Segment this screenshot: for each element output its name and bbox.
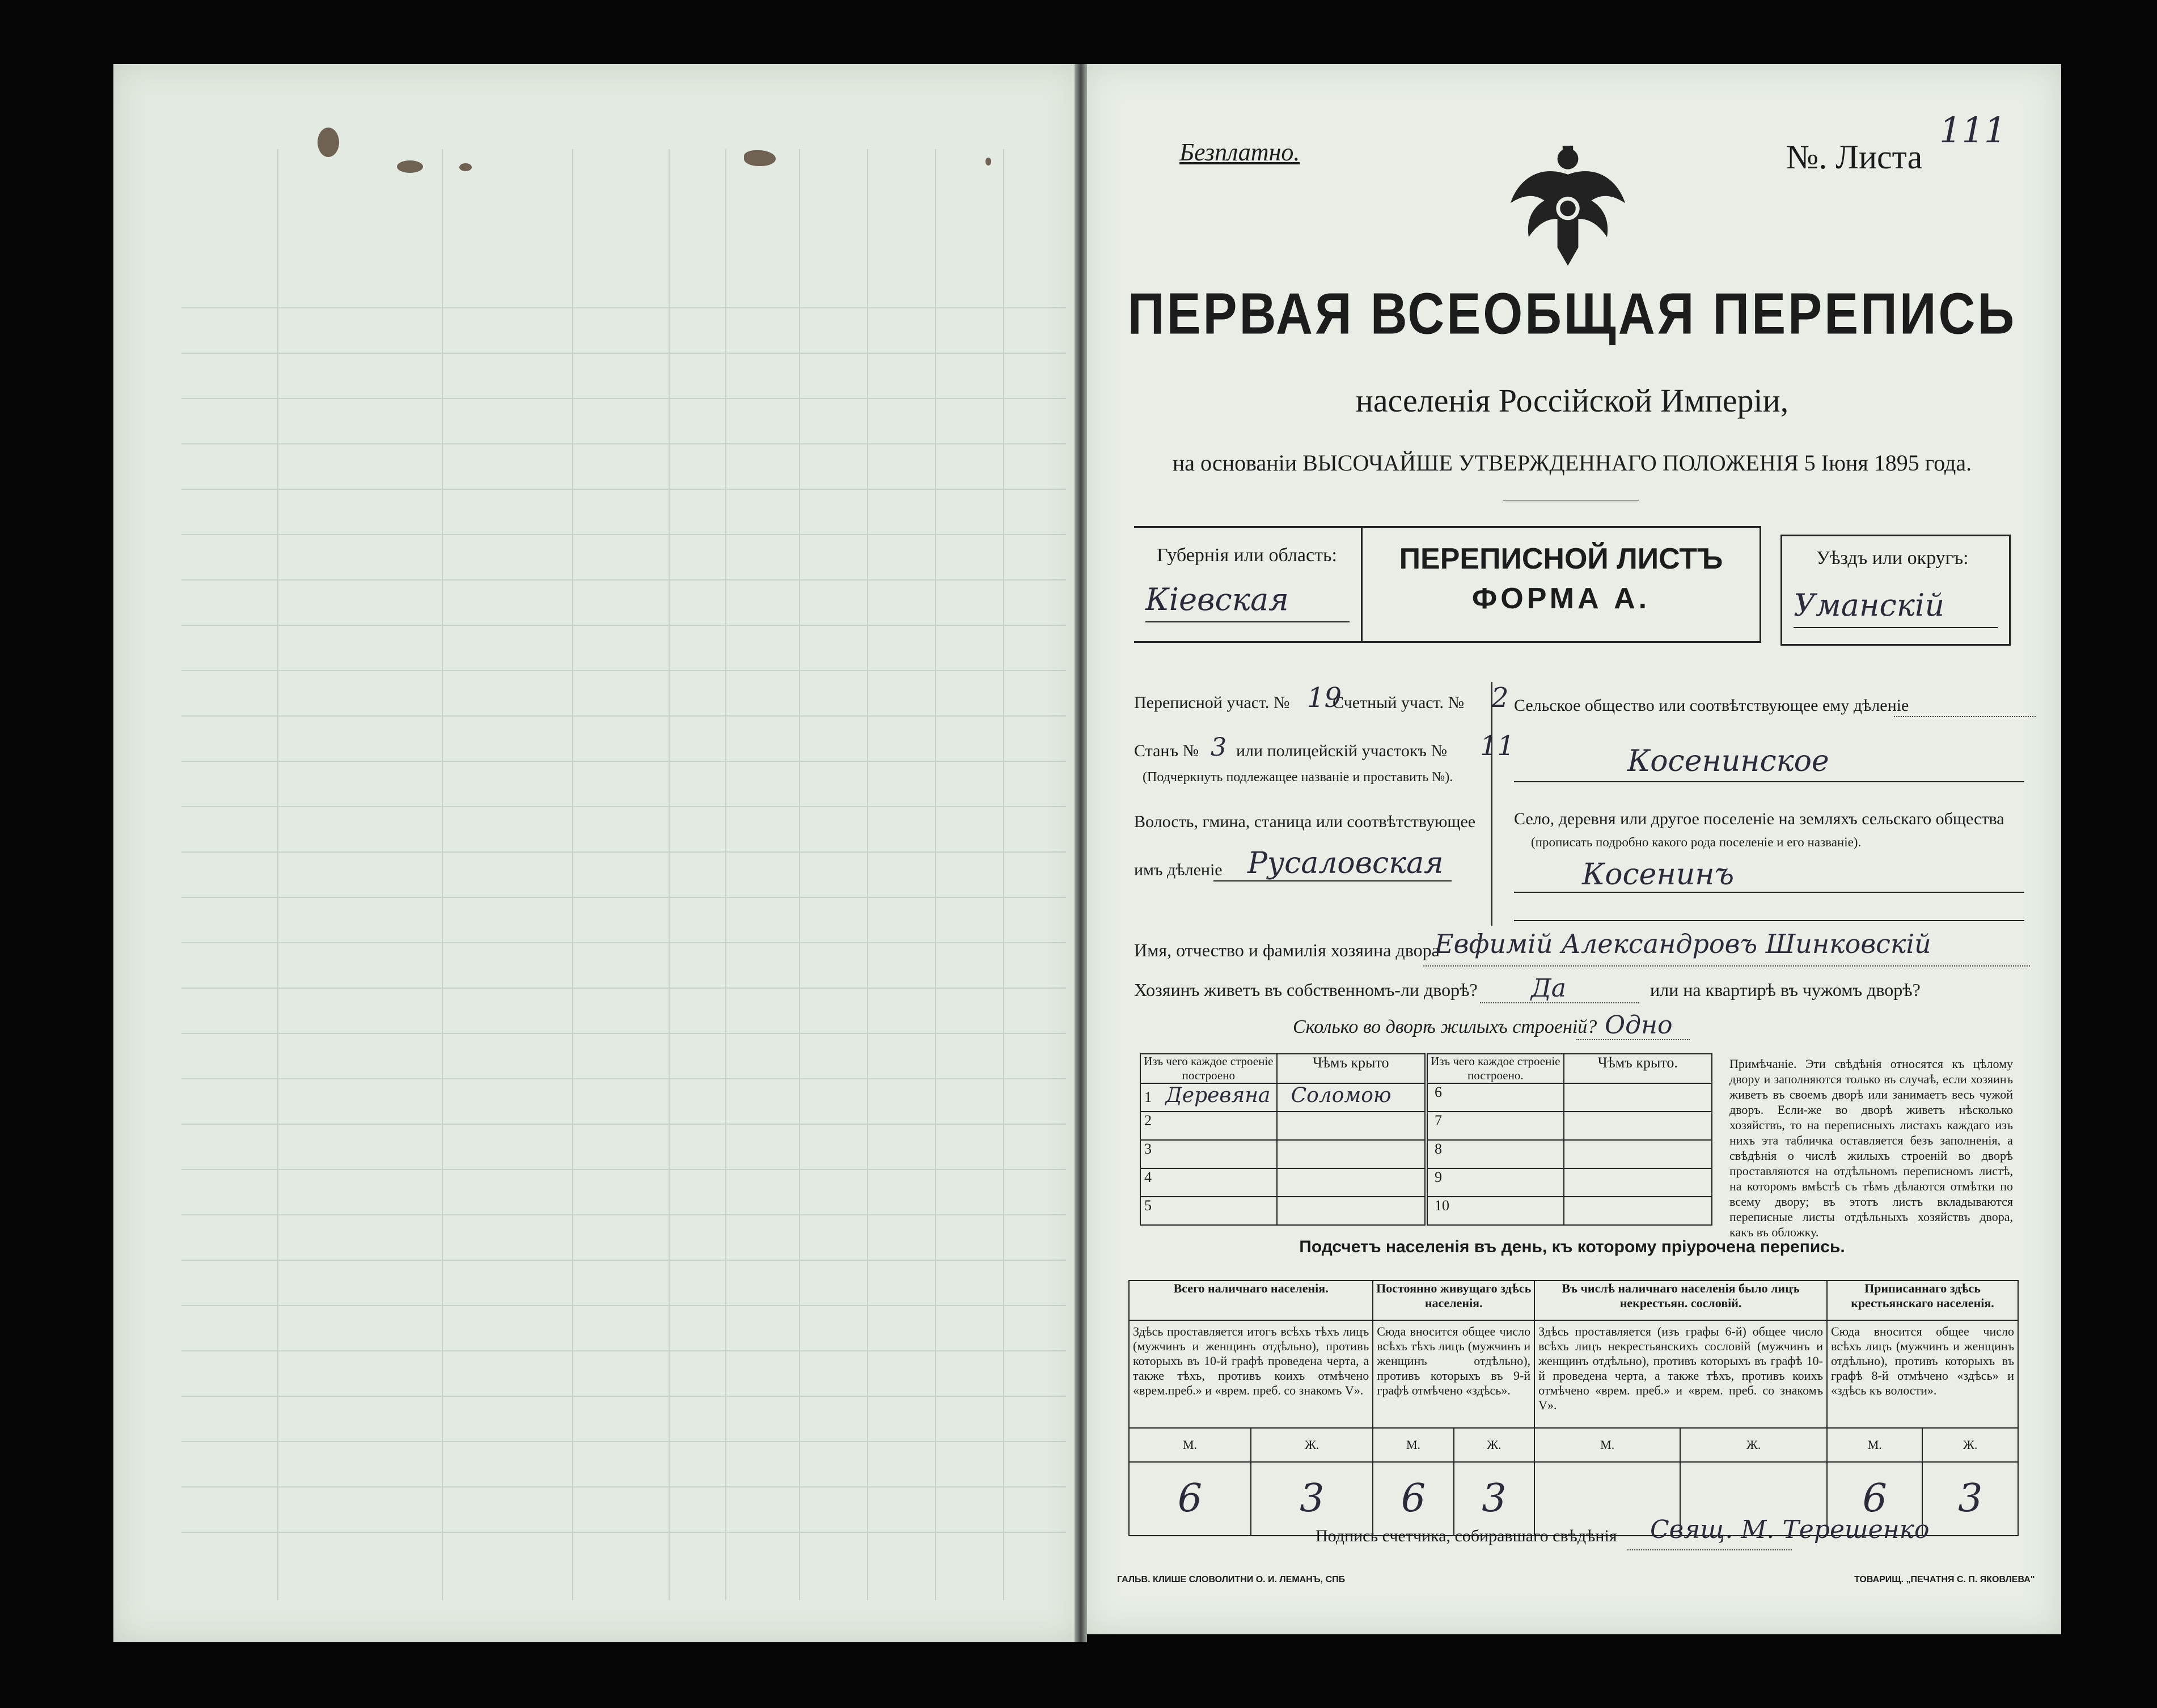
population-count-table xyxy=(1128,1280,2019,1536)
own-yard-label: Хозяинъ живетъ въ собственномъ-ли дворѣ? xyxy=(1134,980,1478,1000)
volost-label-1: Волость, гмина, станица или соотвѣтствующее xyxy=(1134,812,1476,831)
stan-label: Станъ № xyxy=(1134,741,1199,760)
note-text: Примѣчаніе. Эти свѣдѣнія относятся къ цѣлому двору и заполняются только въ случаѣ, если хозяинъ живетъ въ своемъ дворѣ или занимаетъ весь чужой дворъ. Если-же во дворѣ живетъ нѣсколько хозяйствъ, то на переписныхъ листахъ каждаго изъ нихъ эта табличка оставляется безъ заполненія, а свѣдѣнія о числѣ жилыхъ строеній во дворѣ проставляются на отдѣльномъ переписномъ листѣ, на которомъ вмѣстѣ съ тѣмъ дѣлаются отмѣтки по всему двору; въ этотъ листъ вкладываются переписные листы отдѣльныхъ хозяйствъ двора, какъ въ обложку. xyxy=(1729,1057,2013,1239)
society-value: Косенинское xyxy=(1627,744,1829,778)
buildings-label: Сколько во дворѣ жилыхъ строеній? xyxy=(1293,1016,1597,1037)
province-box xyxy=(1134,526,1363,643)
ornament-divider xyxy=(1503,501,1639,509)
sheet-number: 111 xyxy=(1939,109,2007,151)
province-value: Кіевская xyxy=(1145,582,1289,617)
ghost-grid xyxy=(181,149,1066,1600)
village-note: (прописать подробно какого рода поселеніе и его названіе). xyxy=(1531,835,1862,849)
female-count: 3 xyxy=(1454,1462,1534,1536)
form-title: ПЕРВАЯ ВСЕОБЩАЯ ПЕРЕПИСЬ xyxy=(1127,281,2017,347)
count-col-desc: Сюда вносится общее число всѣхъ лицъ (мужчинъ и женщинъ отдѣльно), противъ которыхъ въ графѣ 8-й отмѣчено «здѣсь» и «здѣсь къ волости». xyxy=(1827,1320,2018,1428)
count-area-label: Счетный участ. № xyxy=(1333,693,1465,712)
signature-value: Свящ. М. Терешенко xyxy=(1650,1515,1930,1544)
province-label: Губернія или область: xyxy=(1157,545,1337,566)
count-col-desc: Сюда вносится общее число всѣхъ тѣхъ лицъ (мужчинъ и женщинъ отдѣльно), противъ которыхъ въ 9-й графѣ отмѣчено «здѣсь». xyxy=(1373,1320,1534,1428)
buildings-col-material: Изъ чего каждое строеніе построено xyxy=(1140,1054,1277,1083)
count-col-title: Въ числѣ наличнаго населенія было лицъ некрестьян. сословій. xyxy=(1534,1281,1827,1320)
census-area-label: Переписной участ. № xyxy=(1134,693,1290,712)
count-col-desc: Здѣсь проставляется итогъ всѣхъ тѣхъ лицъ (мужчинъ и женщинъ отдѣльно), противъ которыхъ въ 10-й графѣ проведена черта, а также тѣхъ, противъ коихъ отмѣчено «врем.преб.» и «врем. преб. со знакомъ V». xyxy=(1129,1320,1373,1428)
own-yard-value: Да xyxy=(1531,974,1567,1003)
stain-3 xyxy=(459,163,472,171)
row-num: 9 xyxy=(1434,1169,1442,1185)
volost-value: Русаловская xyxy=(1247,846,1444,880)
form-basis: на основаніи ВЫСОЧАЙШЕ УТВЕРЖДЕННАГО ПОЛОЖЕНІЯ 5 Іюня 1895 года. xyxy=(1172,450,1972,476)
female-label: Ж. xyxy=(1922,1428,2018,1462)
buildings-col-roof-2: Чѣмъ крыто. xyxy=(1564,1054,1712,1083)
row-num: 8 xyxy=(1434,1141,1442,1157)
owner-name-value: Евфимій Александровъ Шинковскій xyxy=(1435,929,1931,959)
stain-2 xyxy=(397,160,423,173)
form-subtitle: населенія Россійской Имперіи, xyxy=(1355,382,1789,419)
male-count: 6 xyxy=(1129,1462,1251,1536)
free-label: Безплатно. xyxy=(1179,138,1300,166)
row-num: 3 xyxy=(1144,1141,1152,1157)
form-type-title: ПЕРЕПИСНОЙ ЛИСТЪ xyxy=(1399,543,1723,575)
row-num: 5 xyxy=(1144,1197,1152,1214)
female-label: Ж. xyxy=(1680,1428,1827,1462)
volost-label-2: имъ дѣленіе xyxy=(1134,861,1223,879)
row-num: 1 xyxy=(1144,1089,1152,1105)
buildings-table xyxy=(1140,1053,1712,1226)
count-col-desc: Здѣсь проставляется (изъ графы 6-й) общее число всѣхъ лицъ некрестьянскихъ сословій (мужчинъ и женщинъ отдѣльно), противъ которыхъ въ графѣ 10-й проведена черта, а также тѣхъ, противъ коихъ отмѣчено «врем. преб.» и «врем. преб. со знакомъ V». xyxy=(1534,1320,1827,1428)
row-num: 10 xyxy=(1434,1197,1449,1214)
female-count: 3 xyxy=(1922,1462,2018,1536)
count-heading: Подсчетъ населенія въ день, къ которому пріурочена перепись. xyxy=(1299,1237,1845,1256)
male-count: 6 xyxy=(1827,1462,1922,1536)
male-label: М. xyxy=(1373,1428,1453,1462)
count-col-title: Приписаннаго здѣсь крестьянскаго населенія. xyxy=(1827,1281,2018,1320)
row-num: 4 xyxy=(1144,1169,1152,1185)
row-material: Деревяна xyxy=(1165,1084,1271,1107)
census-area-value: 19 xyxy=(1307,682,1342,714)
row-num: 6 xyxy=(1434,1084,1442,1100)
signature-label: Подпись счетчика, собиравшаго свѣдѣнія xyxy=(1316,1527,1617,1545)
male-label: М. xyxy=(1129,1428,1251,1462)
rent-label: или на квартирѣ въ чужомъ дворѣ? xyxy=(1650,980,1921,1000)
stain-5 xyxy=(986,158,991,166)
census-form-page xyxy=(1083,64,2061,1634)
form-type-box xyxy=(1361,526,1761,643)
stain-1 xyxy=(318,128,339,157)
owner-name-label: Имя, отчество и фамилія хозяина двора xyxy=(1134,940,1440,960)
sheet-label: №. Листа xyxy=(1786,138,1923,176)
male-label: М. xyxy=(1827,1428,1922,1462)
row-num: 7 xyxy=(1434,1112,1442,1129)
form-type-sub: ФОРМА А. xyxy=(1471,582,1651,615)
stan-value: 3 xyxy=(1211,733,1226,762)
female-label: Ж. xyxy=(1454,1428,1534,1462)
printer-right: ТОВАРИЩ. „ПЕЧАТНЯ С. П. ЯКОВЛЕВА" xyxy=(1854,1575,2035,1584)
left-page xyxy=(113,64,1080,1642)
printer-left: ГАЛЬВ. КЛИШЕ СЛОВОЛИТНИ О. И. ЛЕМАНЪ, СПБ xyxy=(1117,1575,1346,1584)
society-label: Сельское общество или соотвѣтствующее ему дѣленіе xyxy=(1514,696,1909,715)
count-col-title: Всего наличнаго населенія. xyxy=(1129,1281,1373,1320)
male-label: М. xyxy=(1534,1428,1680,1462)
buildings-value: Одно xyxy=(1605,1011,1673,1040)
female-count: 3 xyxy=(1251,1462,1373,1536)
row-num: 2 xyxy=(1144,1112,1152,1129)
stain-4 xyxy=(744,150,776,166)
village-value: Косенинъ xyxy=(1582,858,1735,892)
district-label: Уѣздъ или округъ: xyxy=(1816,548,1969,569)
imperial-eagle-emblem xyxy=(1503,138,1633,274)
underline-note: (Подчеркнуть подлежащее названіе и проставить №). xyxy=(1143,770,1453,785)
village-label: Село, деревня или другое поселеніе на земляхъ сельскаго общества xyxy=(1514,810,2004,828)
male-count: 6 xyxy=(1373,1462,1453,1536)
police-label: или полицейскій участокъ № xyxy=(1236,741,1448,760)
buildings-col-roof: Чѣмъ крыто xyxy=(1277,1054,1426,1083)
row-roof: Соломою xyxy=(1291,1084,1392,1107)
field-divider xyxy=(1491,682,1492,926)
district-box xyxy=(1780,535,2011,646)
police-value: 11 xyxy=(1480,730,1515,762)
count-col-title: Постоянно живущаго здѣсь населенія. xyxy=(1373,1281,1534,1320)
count-area-value: 2 xyxy=(1491,682,1509,714)
buildings-col-material-2: Изъ чего каждое строеніе построено. xyxy=(1426,1054,1564,1083)
book-spine xyxy=(1075,64,1087,1642)
district-value: Уманскій xyxy=(1794,587,1945,623)
female-label: Ж. xyxy=(1251,1428,1373,1462)
